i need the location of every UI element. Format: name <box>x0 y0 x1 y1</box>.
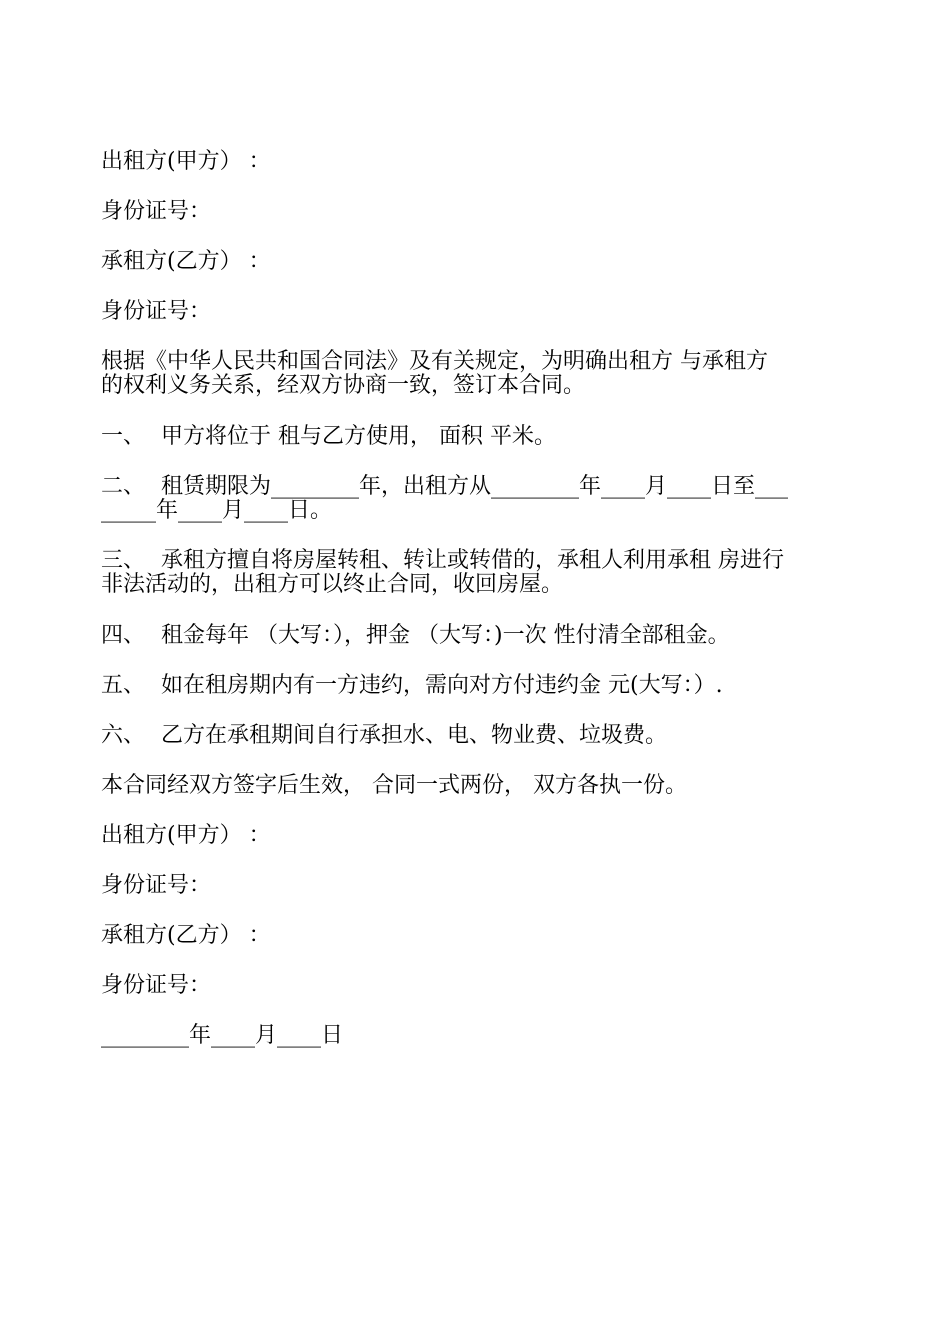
clause-5 <box>101 674 723 698</box>
clause-2-continued: _____年____月____日。 <box>101 498 333 523</box>
clause-number: 五、 <box>101 673 146 698</box>
clause-number: 六、 <box>101 723 146 748</box>
lessee-id-label-bottom: 身份证号： <box>101 973 212 998</box>
intro-line-2: 的权利义务关系，经双方协商一致，签订本合同。 <box>101 373 586 398</box>
lessee-label-bottom: 承租方(乙方） ： <box>101 923 271 948</box>
lessee-label-top: 承租方(乙方） ： <box>101 249 271 274</box>
signing-date: ________年____月____日 <box>101 1023 344 1048</box>
lessor-label-top: 出租方(甲方） ： <box>101 149 271 174</box>
lessor-id-label-top: 身份证号： <box>101 199 212 224</box>
clause-4 <box>101 624 730 648</box>
clause-number: 二、 <box>101 474 146 499</box>
clause-text: 租金每年 （大写：），押金 （大写：)一次 性付清全部租金。 <box>161 623 730 648</box>
clause-text: 乙方在承租期间自行承担水、电、物业费、垃圾费。 <box>161 723 668 748</box>
clause-1 <box>101 425 556 449</box>
lessor-id-label-bottom: 身份证号： <box>101 873 212 898</box>
clause-number: 三、 <box>101 548 146 573</box>
lessee-id-label-top: 身份证号： <box>101 299 212 324</box>
intro-line-1: 根据《中华人民共和国合同法》及有关规定，为明确出租方 与承租方 <box>101 349 768 374</box>
clause-text: 如在租房期内有一方违约，需向对方付违约金 元(大写：）. <box>161 673 723 698</box>
clause-6 <box>101 724 667 748</box>
lessor-label-bottom: 出租方(甲方） ： <box>101 823 271 848</box>
clause-3 <box>101 549 784 573</box>
clause-3-continued: 非法活动的，出租方可以终止合同，收回房屋。 <box>101 572 564 597</box>
clause-2 <box>101 475 788 499</box>
effect-statement: 本合同经双方签字后生效， 合同一式两份， 双方各执一份。 <box>101 773 687 798</box>
clause-number: 四、 <box>101 623 146 648</box>
clause-text: 承租方擅自将房屋转租、转让或转借的，承租人利用承租 房进行 <box>161 548 784 573</box>
clause-number: 一、 <box>101 424 146 449</box>
clause-text: 甲方将位于 租与乙方使用， 面积 平米。 <box>161 424 556 449</box>
clause-text: 租赁期限为________年，出租方从________年____月____日至___ <box>161 474 789 499</box>
